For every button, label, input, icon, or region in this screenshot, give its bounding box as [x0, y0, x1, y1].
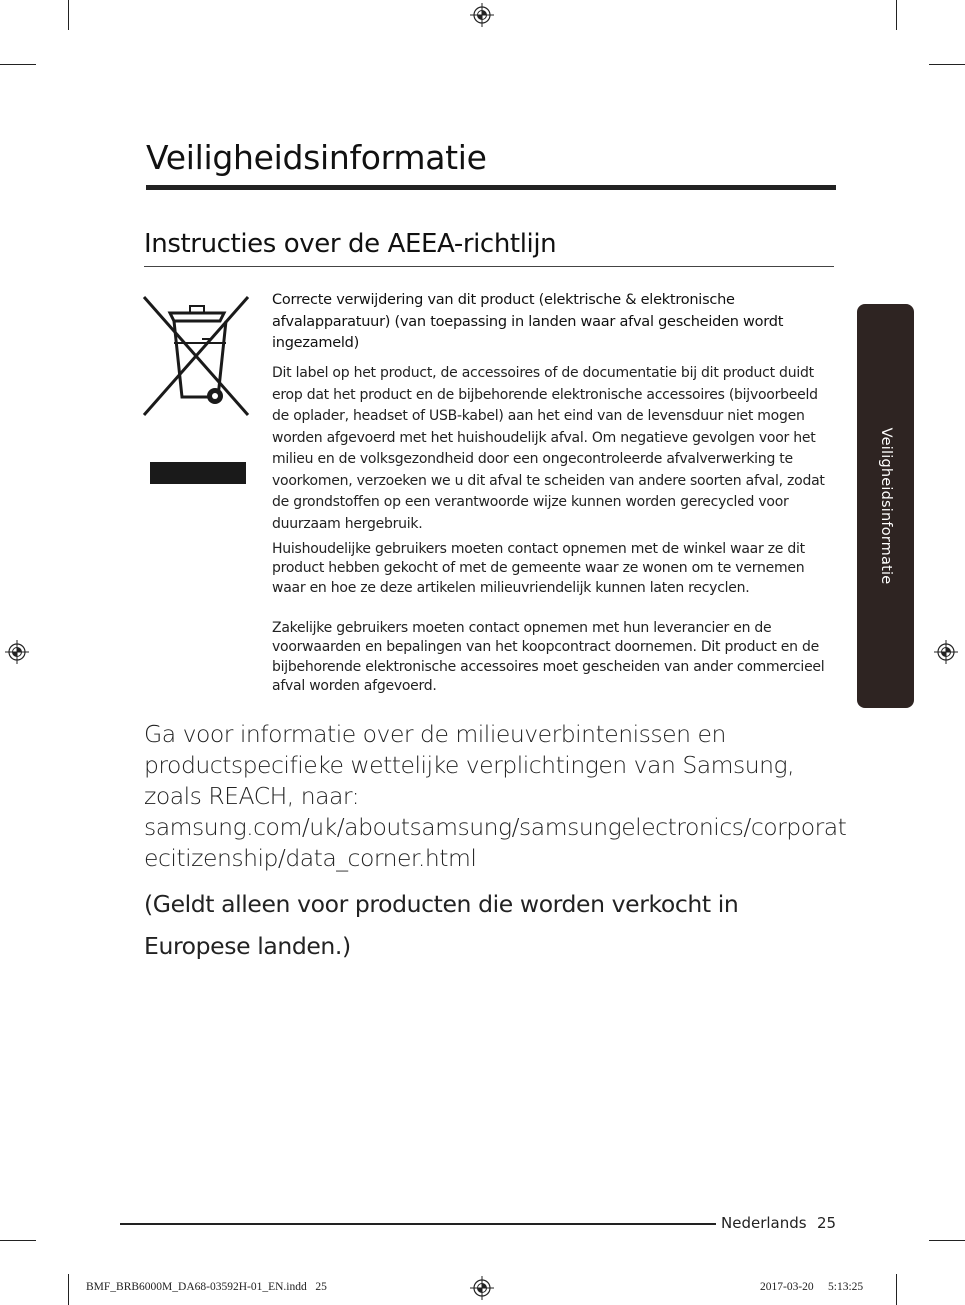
registration-mark-icon: [934, 640, 958, 664]
section-divider: [144, 266, 834, 267]
weee-lead: Correcte verwijdering van dit product (elektrische & elektronische afvalapparatuur) (van toepassing in landen waar afval gescheiden wordt ingezameld): [272, 292, 784, 351]
info-url-line: ecitizenship/data_corner.html: [144, 844, 477, 872]
print-slug-file: BMF_BRB6000M_DA68-03592H-01_EN.indd 25: [86, 1281, 327, 1293]
crop-mark: [68, 0, 69, 30]
eu-note: [144, 883, 834, 967]
info-url-line: samsung.com/uk/aboutsamsung/samsungelectronics/corporat: [144, 813, 847, 841]
title-divider: [146, 185, 836, 190]
crop-mark: [929, 1240, 965, 1241]
crop-mark: [68, 1274, 69, 1305]
crossed-out-wheelie-bin-icon: [140, 293, 252, 419]
crop-mark: [896, 0, 897, 30]
weee-paragraph: Dit label op het product, de accessoires of de documentatie bij dit product duidt erop dat het product en de bijbehorende elektronische accessoires (bijvoorbeeld de oplader, headset of USB-kabel) aan het eind van de levensduur niet mogen worden afgevoerd met het huishoudelijk afval. Om negatieve gevolgen voor het milieu en de volksgezondheid door een ongecontroleerde afvalverwerking te voorkomen, verzoeken we u dit afval te scheiden van andere soorten afval, zodat de grondstoffen op een verantwoorde wijze kunnen worden gerecycled voor duurzaam hergebruik.: [272, 365, 825, 532]
eu-note-line: Europese landen.): [144, 932, 351, 960]
registration-mark-icon: [5, 640, 29, 664]
crop-mark: [0, 64, 36, 65]
page-title: Veiligheidsinformatie: [146, 138, 487, 177]
weee-paragraph: Zakelijke gebruikers moeten contact opnemen met hun leverancier en de voorwaarden en bepalingen van het koopcontract doornemen. Dit product en de bijbehorende elektronische accessoires moet gescheiden van ander commercieel afval worden afgevoerd.: [272, 620, 825, 694]
weee-paragraph: Huishoudelijke gebruikers moeten contact opnemen met de winkel waar ze dit product hebben gekocht of met de gemeente waar ze wonen om te vernemen waar en hoe ze deze artikelen milieuvriendelijk kunnen laten recyclen.: [272, 541, 805, 596]
info-line: productspecifieke wettelijke verplichtingen van Samsung,: [144, 751, 795, 779]
crop-mark: [929, 64, 965, 65]
environmental-info: [144, 719, 847, 874]
print-slug-date: 2017-03-20 5:13:25: [760, 1281, 864, 1293]
footer-divider: [120, 1223, 716, 1225]
info-line: Ga voor informatie over de milieuverbintenissen en: [144, 720, 726, 748]
crop-mark: [896, 1274, 897, 1305]
crop-mark: [0, 1240, 36, 1241]
registration-mark-icon: [470, 1276, 494, 1300]
date-of-manufacture-bar: [150, 462, 246, 484]
eu-note-line: (Geldt alleen voor producten die worden verkocht in: [144, 890, 739, 918]
footer-language: Nederlands: [721, 1214, 807, 1232]
info-line: zoals REACH, naar:: [144, 782, 360, 810]
side-chapter-tab: [857, 304, 914, 708]
side-tab-label: Veiligheidsinformatie: [877, 427, 894, 585]
section-title: Instructies over de AEEA-richtlijn: [144, 229, 557, 259]
page-number: 25: [817, 1214, 837, 1232]
registration-mark-icon: [470, 3, 494, 27]
